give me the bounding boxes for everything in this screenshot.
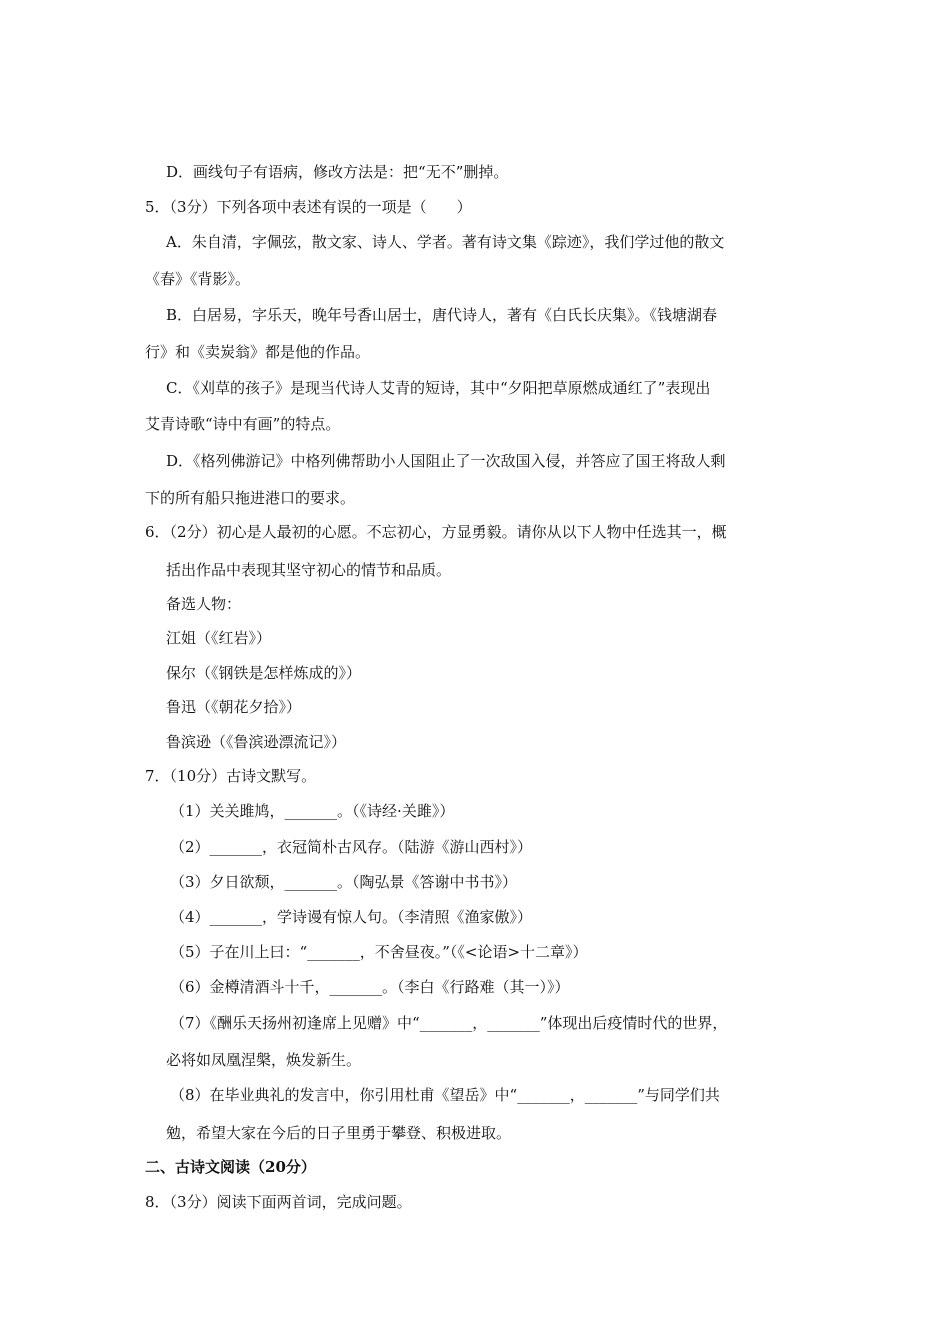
q7-item-5: （5）子在川上曰：“_______，不舍昼夜。”（《<论语>十二章》） [170, 943, 588, 961]
q6-stem-line1: 6．（2分）初心是人最初的心愿。不忘初心，方显勇毅。请你从以下人物中任选其一，概 [145, 523, 727, 541]
q5-option-b-line1: B．白居易，字乐天，晚年号香山居士，唐代诗人，著有《白氏长庆集》。《钱塘湖春 [166, 306, 718, 324]
q5-option-c-line2: 艾青诗歌“诗中有画”的特点。 [145, 415, 341, 433]
q5-option-c-line1: C．《刈草的孩子》是现当代诗人艾青的短诗，其中“夕阳把草原燃成通红了”表现出 [166, 379, 711, 397]
q7-item-6: （6）金樽清酒斗十千，_______。（李白《行路难（其一）》） [170, 978, 570, 996]
q6-candidate-3: 鲁迅（《朝花夕拾》） [166, 698, 302, 716]
q7-item-4: （4）_______，学诗谩有惊人句。（李清照《渔家傲》） [170, 908, 533, 926]
q5-option-d-line2: 下的所有船只拖进港口的要求。 [145, 489, 356, 507]
q6-candidates-label: 备选人物： [166, 595, 242, 613]
q6-candidate-4: 鲁滨逊（《鲁滨逊漂流记》） [166, 733, 347, 751]
q5-option-d-line1: D．《格列佛游记》中格列佛帮助小人国阻止了一次敌国入侵，并答应了国王将敌人剩 [166, 452, 726, 470]
q7-item-7-line2: 必将如凤凰涅槃，焕发新生。 [166, 1051, 362, 1069]
q6-stem-line2: 括出作品中表现其坚守初心的情节和品质。 [166, 561, 452, 579]
q7-item-7-line1: （7）《酬乐天扬州初逢席上见赠》中“_______，_______”体现出后疫情时代的世界， [170, 1014, 728, 1032]
q7-item-1: （1）关关雎鸠，_______。（《诗经·关雎》） [170, 802, 455, 820]
q5-option-a-line1: A．朱自清，字佩弦，散文家、诗人、学者。著有诗文集《踪迹》，我们学过他的散文 [166, 233, 725, 251]
q4-option-d: D．画线句子有语病，修改方法是：把“无不”删掉。 [166, 163, 509, 181]
q7-item-3: （3）夕日欲颓，_______。（陶弘景《答谢中书书》） [170, 873, 518, 891]
q5-option-b-line2: 行》和《卖炭翁》都是他的作品。 [145, 343, 371, 361]
q7-item-8-line1: （8）在毕业典礼的发言中，你引用杜甫《望岳》中“_______，_______”与同学们共 [170, 1086, 720, 1104]
q5-option-a-line2: 《春》《背影》。 [145, 270, 251, 288]
q7-stem: 7．（10分）古诗文默写。 [145, 767, 317, 785]
q8-stem: 8．（3分）阅读下面两首词，完成问题。 [145, 1193, 412, 1211]
q7-item-2: （2）_______，衣冠简朴古风存。（陆游《游山西村》） [170, 838, 533, 856]
q6-candidate-2: 保尔（《钢铁是怎样炼成的》） [166, 664, 362, 682]
q6-candidate-1: 江姐（《红岩》） [166, 629, 272, 647]
section-2-title: 二、古诗文阅读（20分） [145, 1158, 316, 1176]
q5-stem: 5．（3分）下列各项中表述有误的一项是（ ） [145, 198, 472, 216]
q7-item-8-line2: 勉，希望大家在今后的日子里勇于攀登、积极进取。 [166, 1124, 512, 1142]
